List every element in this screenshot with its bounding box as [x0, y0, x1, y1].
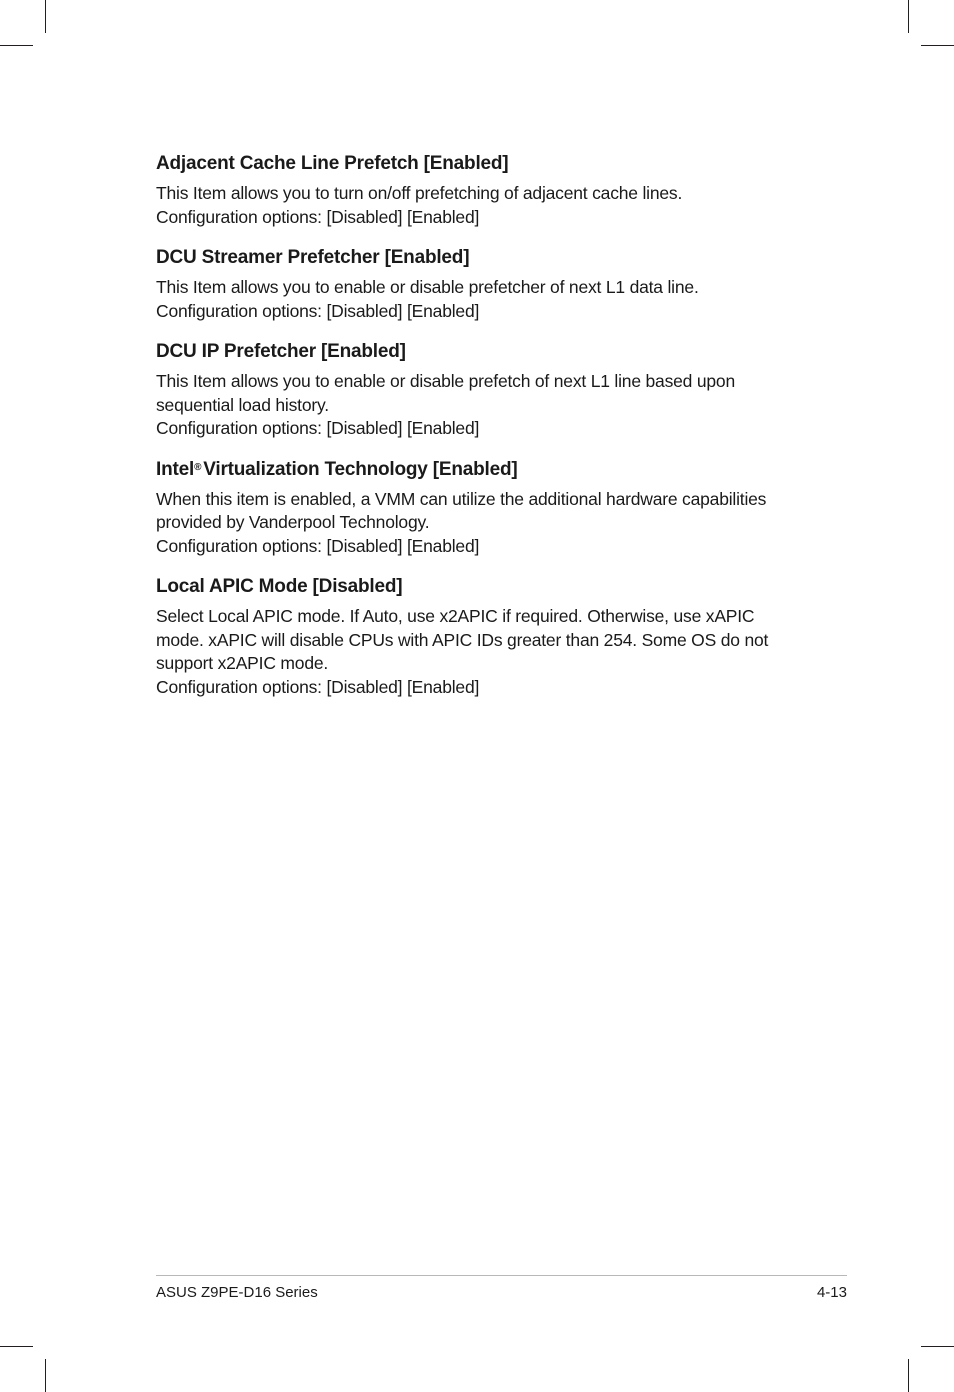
setting-local-apic-mode — [156, 575, 806, 699]
crop-mark — [0, 45, 33, 46]
setting-intel-virtualization-technology — [156, 458, 806, 559]
crop-mark — [45, 1359, 46, 1392]
title-brand: Intel — [156, 458, 195, 480]
description-line: sequential load history. — [156, 394, 329, 415]
setting-title: Local APIC Mode [Disabled] — [156, 576, 403, 597]
page-content — [156, 152, 806, 716]
description-line: support x2APIC mode. — [156, 653, 329, 673]
description-line: This Item allows you to enable or disable prefetcher of next L1 data line. — [156, 277, 699, 297]
setting-description — [156, 488, 806, 559]
footer-page-number: 4-13 — [816, 1284, 847, 1301]
description-line: mode. xAPIC will disable CPUs with APIC IDs greater than 254. Some OS do not — [156, 629, 769, 650]
description-line: Select Local APIC mode. If Auto, use x2APIC if required. Otherwise, use xAPIC — [156, 606, 755, 626]
title-rest: Virtualization Technology [Enabled] — [203, 458, 518, 480]
setting-title: Adjacent Cache Line Prefetch [Enabled] — [156, 153, 509, 174]
setting-dcu-streamer-prefetcher — [156, 246, 806, 323]
setting-description — [156, 605, 806, 699]
setting-description — [156, 370, 806, 441]
registered-mark: ® — [194, 461, 202, 473]
setting-description — [156, 276, 806, 323]
setting-title — [156, 458, 806, 482]
crop-mark — [908, 0, 909, 33]
configuration-options: Configuration options: [Disabled] [Enabled] — [156, 676, 480, 697]
description-line: provided by Vanderpool Technology. — [156, 512, 430, 532]
setting-title: DCU IP Prefetcher [Enabled] — [156, 341, 406, 362]
footer-divider — [156, 1275, 847, 1276]
description-line: This Item allows you to enable or disable prefetch of next L1 line based upon — [156, 371, 735, 391]
crop-mark — [908, 1359, 909, 1392]
configuration-options: Configuration options: [Disabled] [Enabled] — [156, 206, 480, 227]
setting-dcu-ip-prefetcher — [156, 340, 806, 441]
description-line: This Item allows you to turn on/off prefetching of adjacent cache lines. — [156, 183, 683, 203]
setting-adjacent-cache-line-prefetch — [156, 152, 806, 229]
crop-mark — [0, 1346, 33, 1347]
description-line: When this item is enabled, a VMM can utilize the additional hardware capabilities — [156, 488, 767, 509]
crop-mark — [921, 1346, 954, 1347]
footer-product-name: ASUS Z9PE-D16 Series — [156, 1284, 318, 1301]
configuration-options: Configuration options: [Disabled] [Enabled] — [156, 300, 480, 321]
setting-description — [156, 182, 806, 229]
configuration-options: Configuration options: [Disabled] [Enabled] — [156, 535, 480, 556]
crop-mark — [45, 0, 46, 33]
configuration-options: Configuration options: [Disabled] [Enabled] — [156, 418, 480, 438]
crop-mark — [921, 45, 954, 46]
setting-title: DCU Streamer Prefetcher [Enabled] — [156, 247, 470, 268]
